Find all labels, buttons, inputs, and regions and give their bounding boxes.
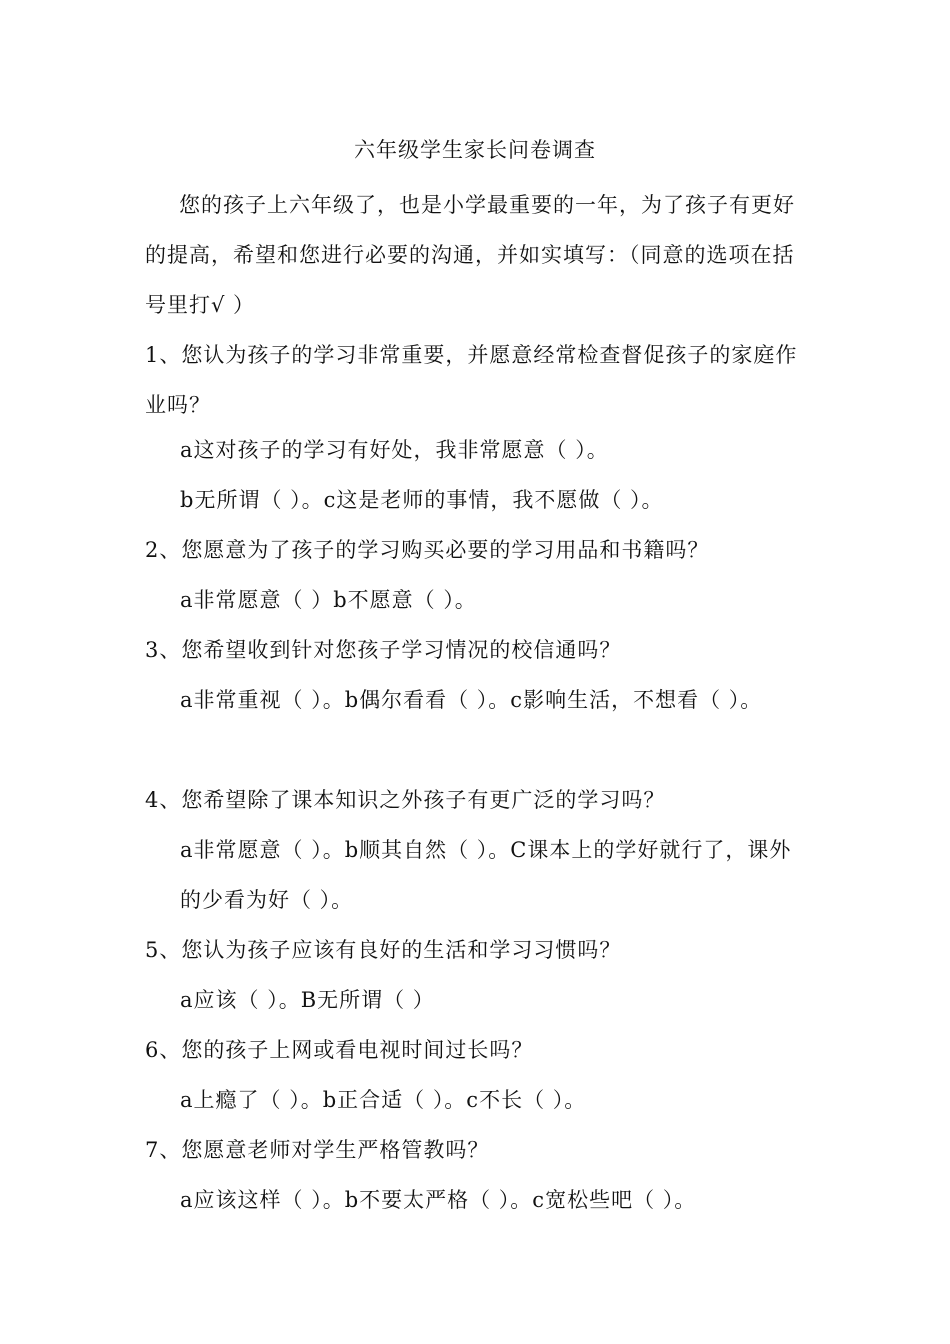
question-1-option-line-2: b无所谓（ ）。c这是老师的事情，我不愿做（ ）。 bbox=[180, 488, 664, 512]
question-4: 4、您希望除了课本知识之外孩子有更广泛的学习吗？ bbox=[145, 788, 666, 812]
question-1-option-line-1: a这对孩子的学习有好处，我非常愿意（ ）。 bbox=[180, 438, 609, 462]
question-7-options: a应该这样（ ）。b不要太严格（ ）。c宽松些吧（ ）。 bbox=[180, 1188, 697, 1212]
question-5: 5、您认为孩子应该有良好的生活和学习习惯吗？ bbox=[145, 938, 622, 962]
page-title: 六年级学生家长问卷调查 bbox=[354, 138, 596, 162]
intro-paragraph: 您的孩子上六年级了，也是小学最重要的一年，为了孩子有更好的提高，希望和您进行必要的沟通，并如实填写：（同意的选项在括号里打√ ） bbox=[145, 193, 795, 317]
question-4-options: a非常愿意（ ）。b顺其自然（ ）。C课本上的学好就行了，课外的少看为好（ ）。 bbox=[180, 838, 792, 912]
question-5-options: a应该（ ）。B无所谓（ ） bbox=[180, 988, 435, 1012]
question-3-options: a非常重视（ ）。b偶尔看看（ ）。c影响生活，不想看（ ）。 bbox=[180, 688, 763, 712]
question-6: 6、您的孩子上网或看电视时间过长吗？ bbox=[145, 1038, 534, 1062]
question-2-options: a非常愿意（ ）b不愿意（ ）。 bbox=[180, 588, 477, 612]
question-1: 1、您认为孩子的学习非常重要，并愿意经常检查督促孩子的家庭作业吗？ bbox=[145, 343, 798, 417]
question-7: 7、您愿意老师对学生严格管教吗？ bbox=[145, 1138, 490, 1162]
question-3: 3、您希望收到针对您孩子学习情况的校信通吗？ bbox=[145, 638, 622, 662]
question-2: 2、您愿意为了孩子的学习购买必要的学习用品和书籍吗？ bbox=[145, 538, 710, 562]
question-6-options: a上瘾了（ ）。b正合适（ ）。c不长（ ）。 bbox=[180, 1088, 587, 1112]
